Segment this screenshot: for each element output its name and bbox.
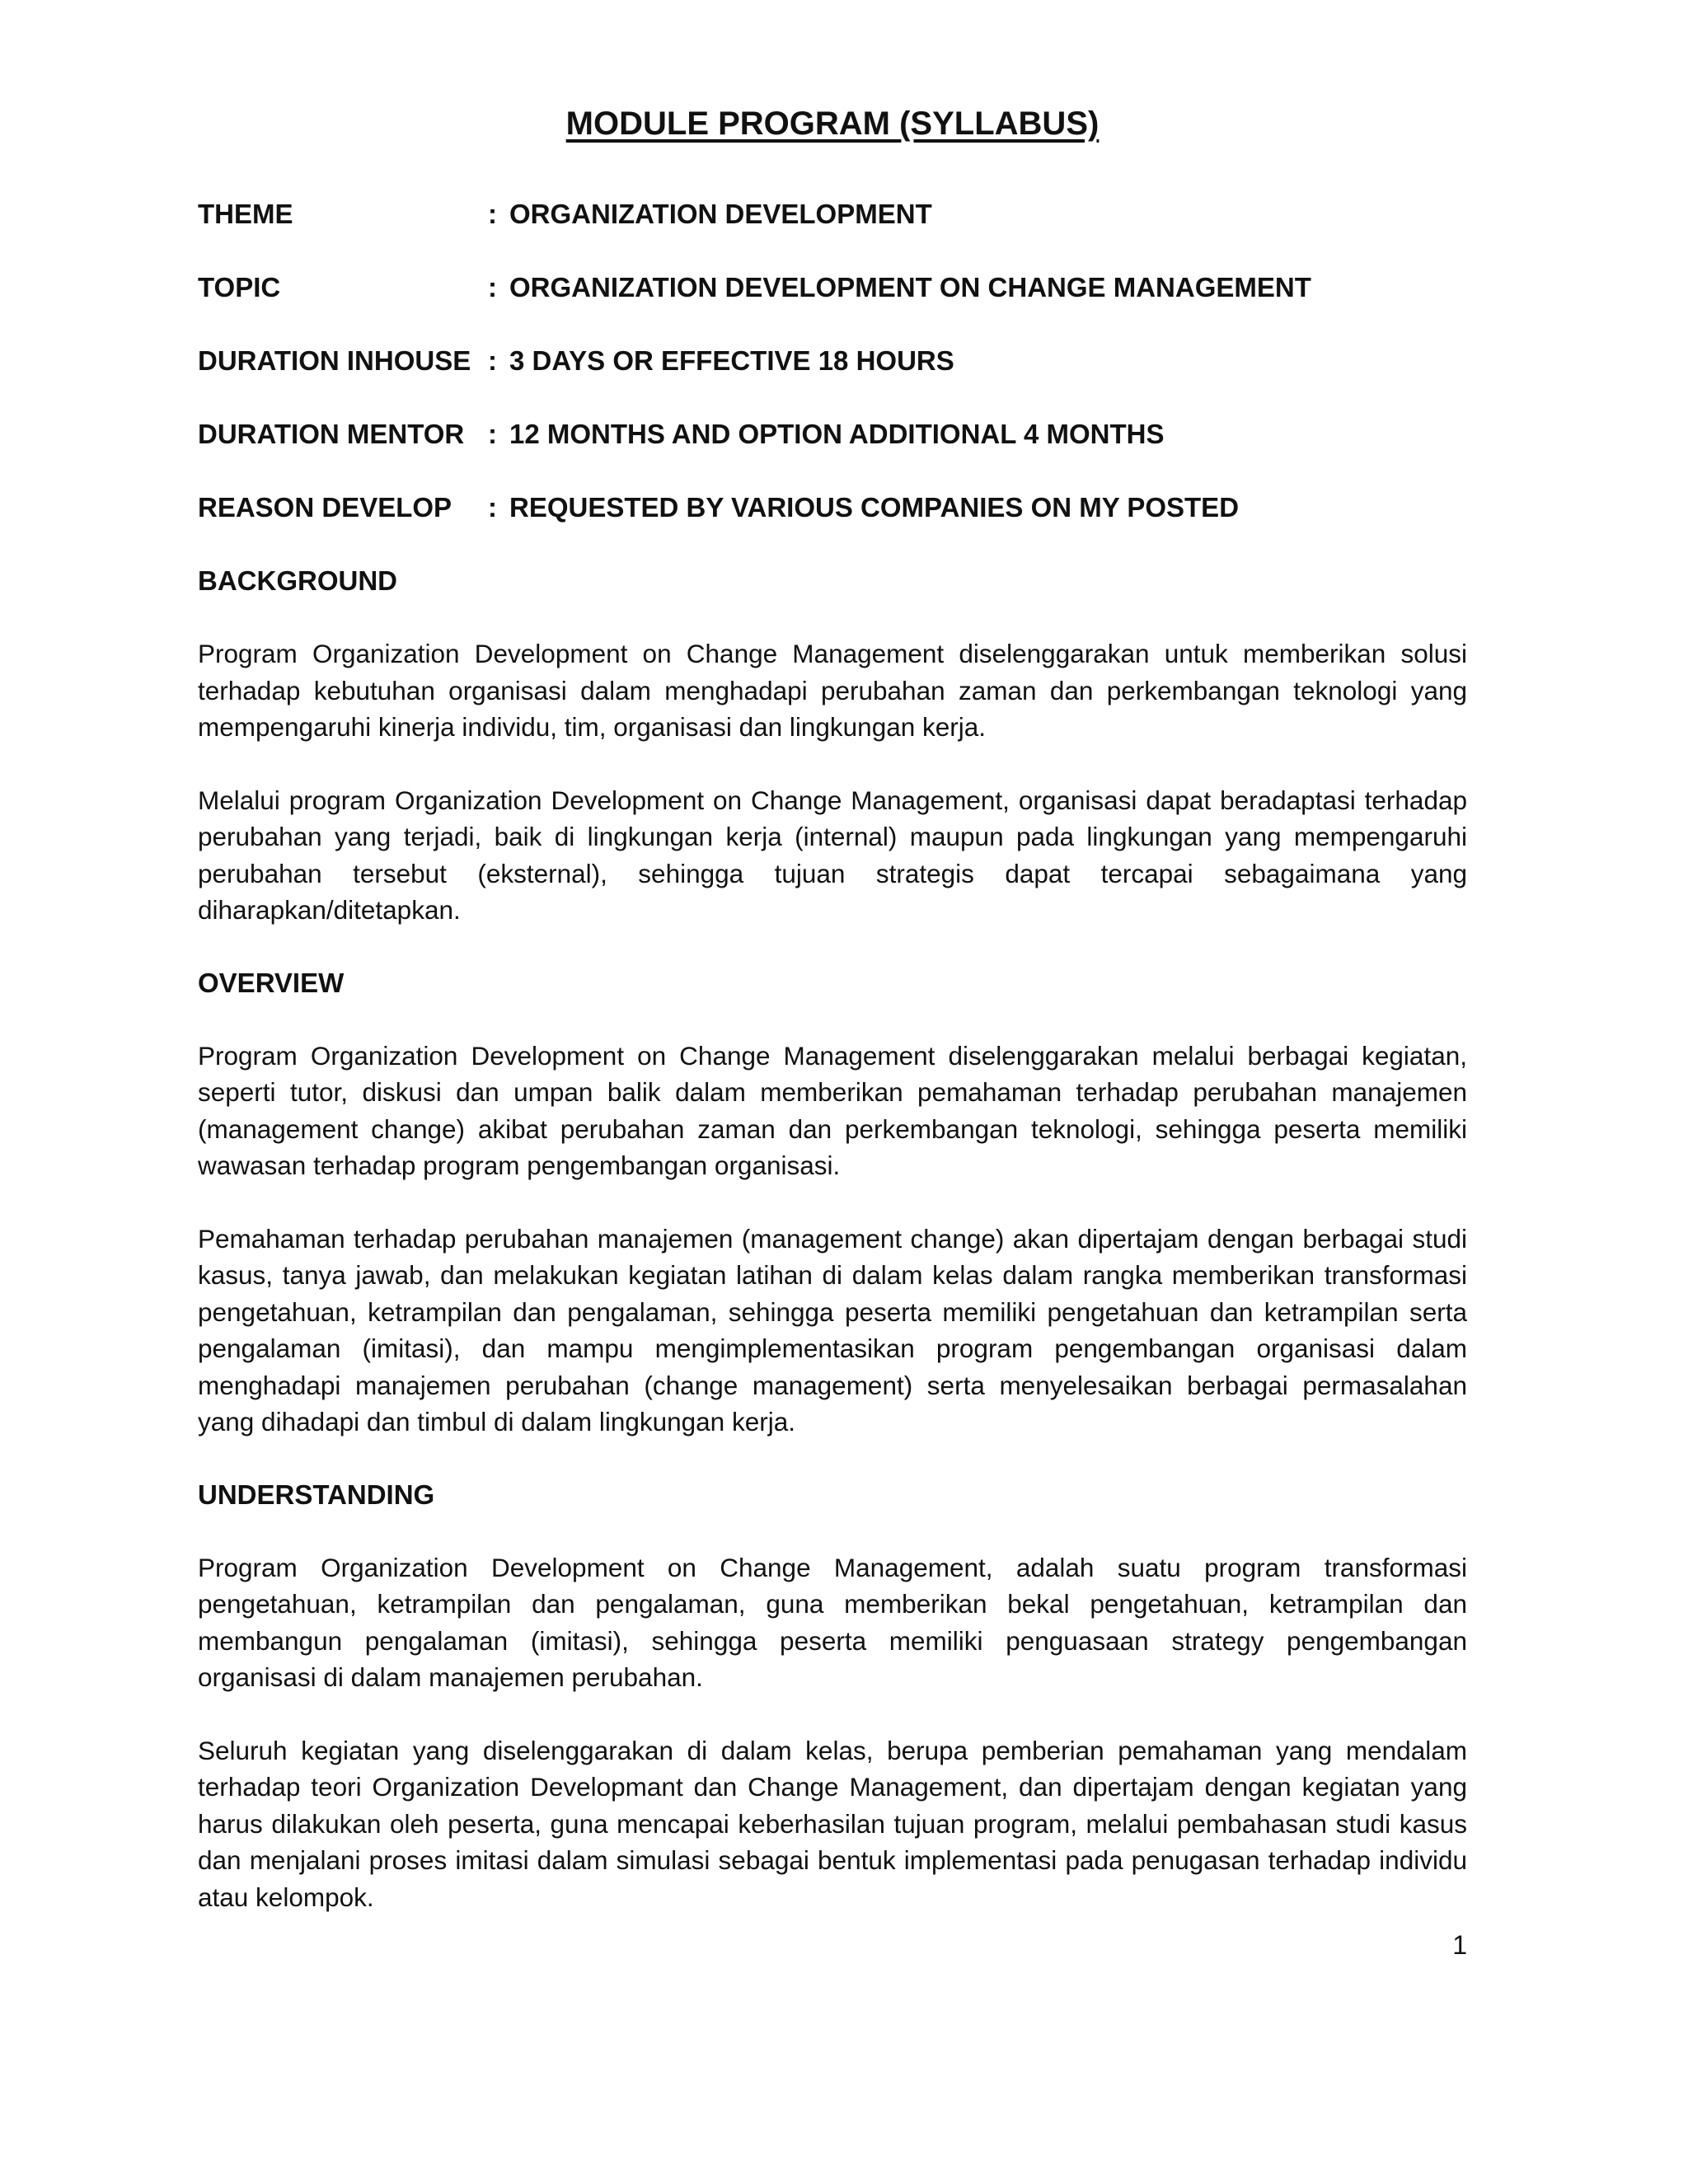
field-colon: : xyxy=(488,345,497,376)
field-value: 12 MONTHS AND OPTION ADDITIONAL 4 MONTHS xyxy=(509,419,1165,449)
field-label: DURATION MENTOR xyxy=(198,419,465,449)
field-colon: : xyxy=(488,199,497,229)
field-colon: : xyxy=(488,419,497,449)
field-label: REASON DEVELOP xyxy=(198,492,452,523)
field-theme xyxy=(198,196,1467,232)
field-duration-inhouse xyxy=(198,343,1467,379)
overview-paragraph: Program Organization Development on Change Management diselenggarakan melalui berbagai kegiatan, seperti tutor, diskusi dan umpan balik dalam memberikan pemahaman terhadap perubahan manajemen (management change) akibat perubahan zaman dan perkembangan teknologi, sehingga peserta memiliki wawasan terhadap program pengembangan organisasi. xyxy=(198,1040,1467,1180)
field-value: ORGANIZATION DEVELOPMENT ON CHANGE MANAGEMENT xyxy=(509,272,1311,302)
background-heading: BACKGROUND xyxy=(198,565,397,596)
field-label: THEME xyxy=(198,199,293,229)
understanding-heading: UNDERSTANDING xyxy=(198,1479,435,1510)
document-page xyxy=(198,99,1467,1952)
field-duration-mentor xyxy=(198,416,1467,452)
field-value: ORGANIZATION DEVELOPMENT xyxy=(509,199,932,229)
field-colon: : xyxy=(488,492,497,523)
field-value: REQUESTED BY VARIOUS COMPANIES ON MY POSTED xyxy=(509,492,1240,523)
background-paragraph: Melalui program Organization Development on Change Management, organisasi dapat beradaptasi terhadap perubahan yang terjadi, baik di lingkungan kerja (internal) maupun pada lingkungan yang mempengaruhi perubahan tersebut (eksternal), sehingga tujuan strategis dapat tercapai sebagaimana yang diharapkan/ditetapkan. xyxy=(198,785,1467,925)
field-topic xyxy=(198,269,1467,306)
field-reason-develop xyxy=(198,490,1467,526)
background-paragraph: Program Organization Development on Change Management diselenggarakan untuk memberikan solusi terhadap kebutuhan organisasi dalam menghadapi perubahan zaman dan perkembangan teknologi yang mempengaruhi kinerja individu, tim, organisasi dan lingkungan kerja. xyxy=(198,639,1467,742)
field-value: 3 DAYS OR EFFECTIVE 18 HOURS xyxy=(509,345,954,376)
field-label: DURATION INHOUSE xyxy=(198,345,471,376)
overview-heading: OVERVIEW xyxy=(198,967,345,998)
page-title: MODULE PROGRAM (SYLLABUS) xyxy=(565,105,1100,142)
field-colon: : xyxy=(488,272,497,302)
understanding-paragraph: Seluruh kegiatan yang diselenggarakan di dalam kelas, berupa pemberian pemahaman yang mendalam terhadap teori Organization Developmant dan Change Management, dan dipertajam dengan kegiatan yang harus dilakukan oleh peserta, guna mencapai keberhasilan tujuan program, melalui pembahasan studi kasus dan menjalani proses imitasi dalam simulasi sebagai bentuk implementasi pada penugasan terhadap individu atau kelompok. xyxy=(198,1735,1467,1912)
field-label: TOPIC xyxy=(198,272,281,302)
overview-paragraph: Pemahaman terhadap perubahan manajemen (management change) akan dipertajam dengan berbagai studi kasus, tanya jawab, dan melakukan kegiatan latihan di dalam kelas dalam rangka memberikan transformasi pengetahuan, ketrampilan dan pengalaman, sehingga peserta memiliki pengetahuan dan ketrampilan serta pengalaman (imitasi), dan mampu mengimplementasikan program pengembangan organisasi dalam menghadapi manajemen perubahan (change management) serta menyelesaikan berbagai permasalahan yang dihadapi dan timbul di dalam lingkungan kerja. xyxy=(198,1223,1467,1436)
page-number: 1 xyxy=(1452,1930,1467,1960)
understanding-paragraph: Program Organization Development on Change Management, adalah suatu program transformasi pengetahuan, ketrampilan dan pengalaman, guna memberikan bekal pengetahuan, ketrampilan dan membangun pengalaman (imitasi), sehingga peserta memiliki penguasaan strategy pengembangan organisasi di dalam manajemen perubahan. xyxy=(198,1552,1467,1692)
